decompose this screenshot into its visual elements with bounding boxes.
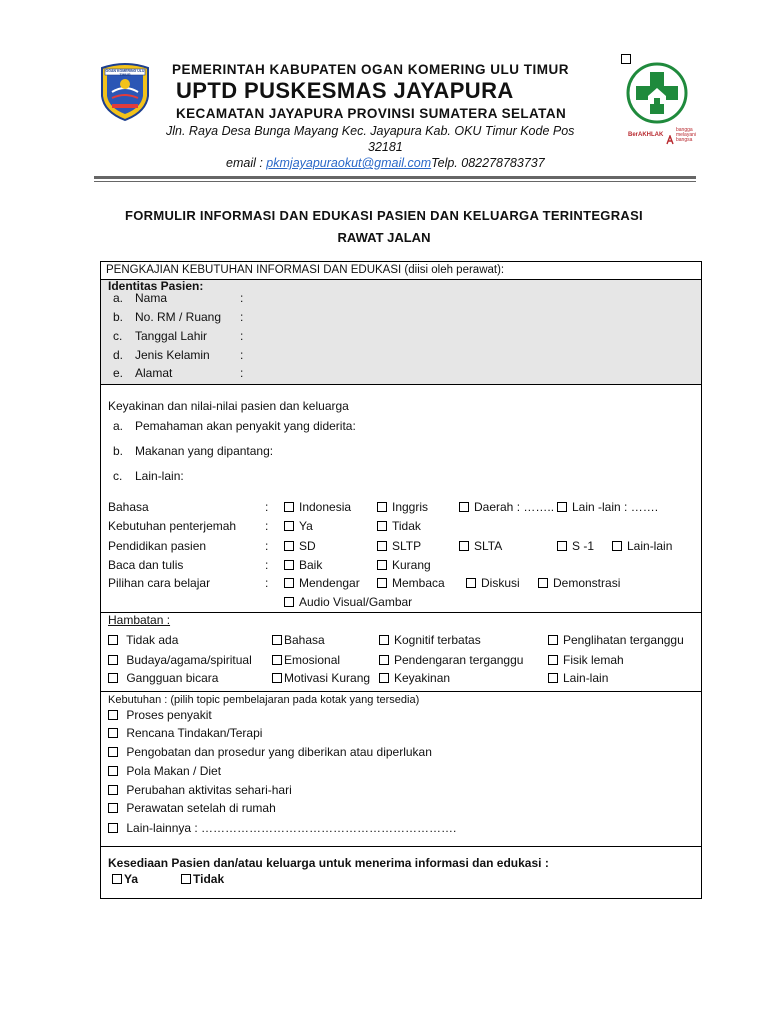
readiness-yes[interactable] bbox=[112, 872, 138, 886]
option-label: Tidak bbox=[392, 519, 421, 533]
beliefs-title: Keyakinan dan nilai-nilai pasien dan keluarga bbox=[108, 399, 349, 413]
option-label: Lain-lainnya : ………………………………………………………. bbox=[126, 821, 457, 835]
row-divider bbox=[100, 846, 702, 847]
checkbox[interactable] bbox=[538, 578, 548, 588]
bangga-melayani-text bbox=[676, 128, 696, 143]
option-ya[interactable] bbox=[284, 519, 313, 533]
option-label: Tidak ada bbox=[126, 633, 179, 647]
checkbox[interactable] bbox=[377, 578, 387, 588]
checkbox[interactable] bbox=[284, 597, 294, 607]
readiness-no[interactable] bbox=[181, 872, 224, 886]
checkbox[interactable] bbox=[272, 635, 282, 645]
barrier-cognitive[interactable] bbox=[379, 633, 481, 647]
bangga-line: melayani bbox=[676, 132, 697, 138]
option-label: Indonesia bbox=[299, 500, 352, 514]
option-tidak[interactable] bbox=[377, 519, 421, 533]
checkbox[interactable] bbox=[284, 502, 294, 512]
option-lain-pendidikan[interactable] bbox=[612, 539, 672, 553]
option-label: Perubahan aktivitas sehari-hari bbox=[126, 783, 292, 797]
checkbox[interactable] bbox=[612, 541, 622, 551]
option-label: Demonstrasi bbox=[553, 576, 621, 590]
option-label: Motivasi Kurang bbox=[284, 671, 371, 685]
option-kurang[interactable] bbox=[377, 558, 431, 572]
barrier-motivation[interactable] bbox=[272, 671, 370, 685]
item-letter: b. bbox=[113, 444, 124, 458]
option-lain-bahasa[interactable] bbox=[557, 500, 658, 514]
barrier-others[interactable] bbox=[548, 671, 608, 685]
literacy-label: Baca dan tulis bbox=[108, 558, 184, 572]
checkbox[interactable] bbox=[377, 502, 387, 512]
need-item[interactable] bbox=[108, 764, 221, 778]
beliefs-others[interactable]: Lain-lain: bbox=[135, 469, 184, 483]
option-label: Proses penyakit bbox=[126, 708, 212, 722]
puskesmas-logo-icon bbox=[626, 62, 688, 124]
need-item[interactable] bbox=[108, 801, 276, 815]
district-name: KECAMATAN JAYAPURA PROVINSI SUMATERA SELATAN bbox=[176, 106, 567, 121]
option-label: Daerah : …….. bbox=[474, 500, 555, 514]
barrier-beliefs[interactable] bbox=[379, 671, 450, 685]
row-divider bbox=[100, 384, 702, 385]
option-label: Lain-lain bbox=[563, 671, 609, 685]
option-label: Mendengar bbox=[299, 576, 360, 590]
option-label: Keyakinan bbox=[394, 671, 451, 685]
beliefs-food-restriction[interactable]: Makanan yang dipantang: bbox=[135, 444, 274, 458]
checkbox[interactable] bbox=[377, 560, 387, 570]
field-colon[interactable]: : bbox=[240, 329, 244, 343]
checkbox[interactable] bbox=[108, 655, 118, 665]
option-label: Fisik lemah bbox=[563, 653, 624, 667]
item-letter: e. bbox=[113, 366, 124, 380]
option-sd[interactable] bbox=[284, 539, 316, 553]
field-label-address: Alamat bbox=[135, 366, 173, 380]
option-label: Lain -lain : ……. bbox=[572, 500, 659, 514]
barrier-language[interactable] bbox=[272, 633, 325, 647]
option-label: Rencana Tindakan/Terapi bbox=[126, 726, 263, 740]
option-label: Bahasa bbox=[284, 633, 325, 647]
option-inggris[interactable] bbox=[377, 500, 428, 514]
checkbox[interactable] bbox=[548, 635, 558, 645]
option-label: Pengobatan dan prosedur yang diberikan atau diperlukan bbox=[126, 745, 432, 759]
option-mendengar[interactable] bbox=[284, 576, 360, 590]
option-label: Kurang bbox=[392, 558, 431, 572]
option-label: Pola Makan / Diet bbox=[126, 764, 222, 778]
translator-label: Kebutuhan penterjemah bbox=[108, 519, 237, 533]
option-diskusi[interactable] bbox=[466, 576, 520, 590]
checkbox[interactable] bbox=[548, 673, 558, 683]
barrier-culture[interactable] bbox=[108, 653, 252, 667]
item-letter: b. bbox=[113, 310, 124, 324]
option-label: SD bbox=[299, 539, 316, 553]
checkbox[interactable] bbox=[272, 673, 282, 683]
checkbox[interactable] bbox=[459, 541, 469, 551]
checkbox[interactable] bbox=[108, 803, 118, 813]
field-colon[interactable]: : bbox=[240, 366, 244, 380]
checkbox[interactable] bbox=[284, 560, 294, 570]
checkbox[interactable] bbox=[108, 673, 118, 683]
checkbox[interactable] bbox=[284, 521, 294, 531]
form-title: FORMULIR INFORMASI DAN EDUKASI PASIEN DAN KELUARGA TERINTEGRASI bbox=[125, 208, 643, 223]
checkbox[interactable] bbox=[108, 747, 118, 757]
option-s1[interactable] bbox=[557, 539, 594, 553]
berakhlak-logo: BerAKHLAK bbox=[628, 132, 664, 138]
checkbox[interactable] bbox=[557, 541, 567, 551]
need-item[interactable] bbox=[108, 783, 292, 797]
item-letter: c. bbox=[113, 469, 123, 483]
option-label: Budaya/agama/spiritual bbox=[126, 653, 252, 667]
address-line-1: Jln. Raya Desa Bunga Mayang Kec. Jayapura Kab. OKU Timur Kode Pos bbox=[166, 124, 575, 138]
item-letter: a. bbox=[113, 419, 124, 433]
checkbox[interactable] bbox=[459, 502, 469, 512]
option-label: Lain-lain bbox=[627, 539, 673, 553]
option-label: Baik bbox=[299, 558, 323, 572]
field-label-rm: No. RM / Ruang bbox=[135, 310, 222, 324]
barrier-vision[interactable] bbox=[548, 633, 684, 647]
field-colon: : bbox=[265, 539, 269, 553]
checkbox[interactable] bbox=[284, 578, 294, 588]
emblem-text: OGAN KOMERING ULU TIMUR bbox=[105, 69, 145, 77]
checkbox[interactable] bbox=[466, 578, 476, 588]
bangga-melayani-icon bbox=[666, 132, 674, 142]
checkbox[interactable] bbox=[108, 635, 118, 645]
checkbox[interactable] bbox=[557, 502, 567, 512]
option-label: SLTA bbox=[474, 539, 503, 553]
form-subtitle: RAWAT JALAN bbox=[337, 230, 431, 245]
need-item[interactable] bbox=[108, 708, 212, 722]
option-indonesia[interactable] bbox=[284, 500, 351, 514]
option-label: S -1 bbox=[572, 539, 595, 553]
need-item[interactable] bbox=[108, 726, 262, 740]
language-label: Bahasa bbox=[108, 500, 149, 514]
option-label: Membaca bbox=[392, 576, 445, 590]
need-item[interactable] bbox=[108, 821, 456, 835]
checkbox[interactable] bbox=[108, 710, 118, 720]
barrier-physical[interactable] bbox=[548, 653, 624, 667]
government-name: PEMERINTAH KABUPATEN OGAN KOMERING ULU TIMUR bbox=[172, 62, 569, 77]
option-daerah[interactable] bbox=[459, 500, 554, 514]
contact-line bbox=[226, 156, 545, 170]
checkbox[interactable] bbox=[377, 521, 387, 531]
option-audio-visual[interactable] bbox=[284, 595, 412, 609]
option-slta[interactable] bbox=[459, 539, 502, 553]
email-label: email : bbox=[226, 156, 267, 170]
checkbox[interactable] bbox=[548, 655, 558, 665]
field-colon: : bbox=[265, 576, 269, 590]
field-colon[interactable]: : bbox=[240, 348, 244, 362]
barrier-hearing[interactable] bbox=[379, 653, 523, 667]
email-link[interactable]: pkmjayapuraokut@gmail.com bbox=[266, 156, 432, 170]
needs-title: Kebutuhan : (pilih topic pembelajaran pada kotak yang tersedia) bbox=[108, 694, 420, 706]
identity-title: Identitas Pasien: bbox=[108, 279, 204, 293]
option-label: Inggris bbox=[392, 500, 429, 514]
option-label: Pendengaran terganggu bbox=[394, 653, 524, 667]
readiness-title: Kesediaan Pasien dan/atau keluarga untuk menerima informasi dan edukasi : bbox=[108, 856, 549, 870]
header-divider-thick bbox=[94, 176, 696, 179]
education-label: Pendidikan pasien bbox=[108, 539, 207, 553]
field-label-birthdate: Tanggal Lahir bbox=[135, 329, 208, 343]
checkbox[interactable] bbox=[377, 541, 387, 551]
need-item[interactable] bbox=[108, 745, 432, 759]
field-colon: : bbox=[265, 558, 269, 572]
checkbox[interactable] bbox=[379, 655, 389, 665]
checkbox[interactable] bbox=[284, 541, 294, 551]
option-demonstrasi[interactable] bbox=[538, 576, 620, 590]
field-colon: : bbox=[265, 500, 269, 514]
header-divider-thin bbox=[94, 181, 696, 182]
item-letter: c. bbox=[113, 329, 123, 343]
option-label: Tidak bbox=[193, 872, 225, 886]
checkbox[interactable] bbox=[379, 635, 389, 645]
option-label: Gangguan bicara bbox=[126, 671, 219, 685]
option-label: Perawatan setelah di rumah bbox=[126, 801, 276, 815]
institution-name: UPTD PUSKESMAS JAYAPURA bbox=[176, 78, 514, 103]
barrier-emotional[interactable] bbox=[272, 653, 340, 667]
option-label: Penglihatan terganggu bbox=[563, 633, 684, 647]
checkbox[interactable] bbox=[181, 874, 191, 884]
item-letter: d. bbox=[113, 348, 124, 362]
option-label: Emosional bbox=[284, 653, 341, 667]
item-letter: a. bbox=[113, 291, 124, 305]
barrier-none[interactable] bbox=[108, 633, 178, 647]
address-line-2: 32181 bbox=[368, 140, 403, 154]
checkbox[interactable] bbox=[108, 766, 118, 776]
field-colon[interactable]: : bbox=[240, 310, 244, 324]
barrier-speech[interactable] bbox=[108, 671, 218, 685]
checkbox[interactable] bbox=[108, 728, 118, 738]
option-label: Ya bbox=[299, 519, 313, 533]
field-label-gender: Jenis Kelamin bbox=[135, 348, 210, 362]
option-label: SLTP bbox=[392, 539, 422, 553]
field-colon: : bbox=[265, 519, 269, 533]
option-label: Ya bbox=[124, 872, 139, 886]
phone-number: Telp. 082278783737 bbox=[431, 156, 545, 170]
bangga-line: bangga bbox=[676, 127, 693, 133]
checkbox[interactable] bbox=[272, 655, 282, 665]
option-sltp[interactable] bbox=[377, 539, 421, 553]
checkbox[interactable] bbox=[108, 785, 118, 795]
option-label: Kognitif terbatas bbox=[394, 633, 481, 647]
row-divider bbox=[100, 612, 702, 613]
field-colon[interactable]: : bbox=[240, 291, 244, 305]
option-label: Audio Visual/Gambar bbox=[299, 595, 413, 609]
barriers-title: Hambatan : bbox=[108, 613, 171, 627]
beliefs-understanding[interactable]: Pemahaman akan penyakit yang diderita: bbox=[135, 419, 356, 433]
option-membaca[interactable] bbox=[377, 576, 445, 590]
row-divider bbox=[100, 691, 702, 692]
bangga-line: bangsa bbox=[676, 137, 693, 143]
learning-method-label: Pilihan cara belajar bbox=[108, 576, 211, 590]
field-label-nama: Nama bbox=[135, 291, 168, 305]
option-label: Diskusi bbox=[481, 576, 520, 590]
checkbox[interactable] bbox=[379, 673, 389, 683]
checkbox[interactable] bbox=[112, 874, 122, 884]
section-header: PENGKAJIAN KEBUTUHAN INFORMASI DAN EDUKASI (diisi oleh perawat): bbox=[106, 264, 505, 276]
option-baik[interactable] bbox=[284, 558, 322, 572]
checkbox[interactable] bbox=[108, 823, 118, 833]
